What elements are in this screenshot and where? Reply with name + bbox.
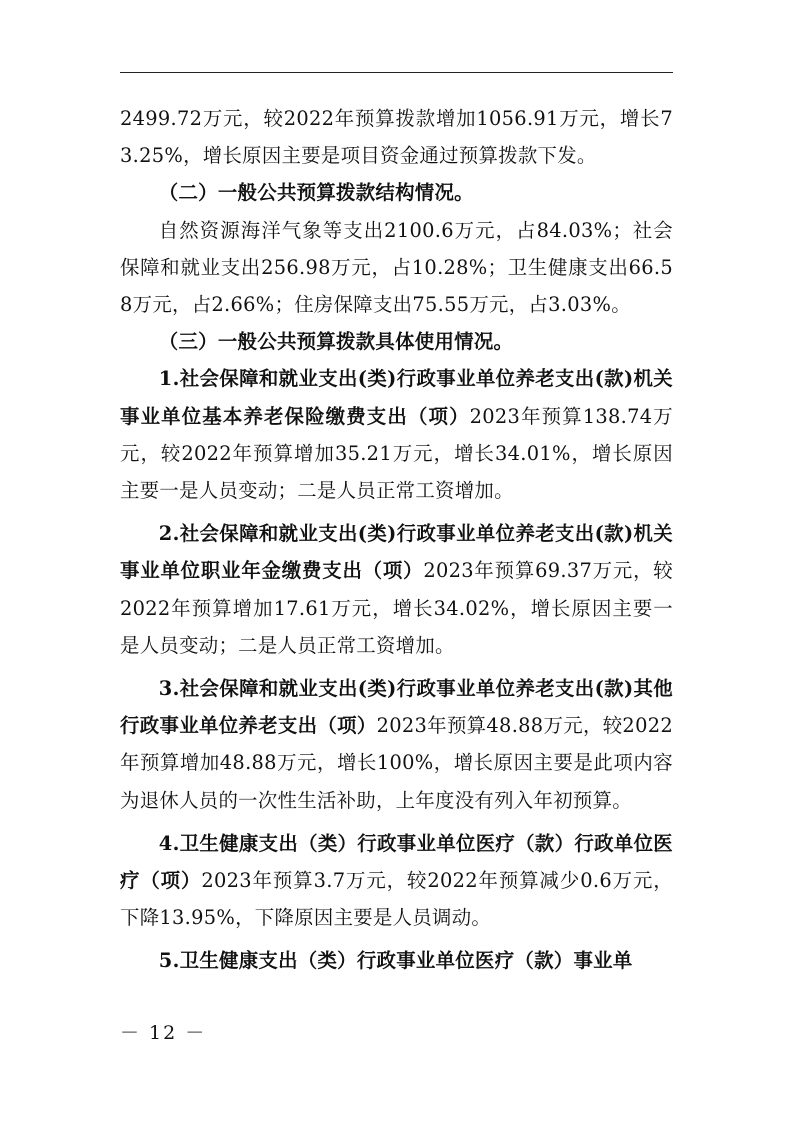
- usage-item-1: [120, 360, 673, 509]
- usage-item-2: [120, 515, 673, 664]
- usage-item-4: [120, 825, 673, 937]
- usage-item-text: 2023年预算48.88万元，较2022年预算增加48.88万元，增长100%，增长原因主要是此项内容为退休人员的一次性生活补助，上年度没有列入年初预算。: [120, 714, 673, 812]
- section-heading-structure: （二）一般公共预算拨款结构情况。: [158, 181, 474, 205]
- header-rule: [120, 72, 673, 73]
- usage-item-text: 2023年预算3.7万元，较2022年预算减少0.6万元，下降13.95%，下降原因主要是人员调动。: [120, 869, 674, 930]
- section-heading-usage: （三）一般公共预算拨款具体使用情况。: [158, 330, 514, 354]
- paragraph-structure: 自然资源海洋气象等支出2100.6万元，占84.03%；社会保障和就业支出256.98万元，占10.28%；卫生健康支出66.58万元，占2.66%；住房保障支出75.55万元，占3.03%。: [120, 218, 673, 317]
- paragraph-appropriation-increase: 2499.72万元，较2022年预算拨款增加1056.91万元，增长73.25%，增长原因主要是项目资金通过预算拨款下发。: [120, 107, 673, 168]
- usage-item-heading: 5.卫生健康支出（类）行政事业单位医疗（款）事业单: [158, 949, 633, 973]
- usage-item-heading: 1.社会保障和就业支出(类)行政事业单位养老支出(款)机关事业单位基本养老保险缴费支出（项）: [120, 367, 673, 428]
- usage-item-heading: 2.社会保障和就业支出(类)行政事业单位养老支出(款)机关事业单位职业年金缴费支出（项）: [120, 522, 673, 583]
- usage-item-5: [120, 942, 673, 979]
- usage-item-text: 2023年预算138.74万元，较2022年预算增加35.21万元，增长34.01%，增长原因主要一是人员变动；二是人员正常工资增加。: [120, 404, 673, 503]
- document-body: [120, 100, 673, 980]
- usage-item-heading: 3.社会保障和就业支出(类)行政事业单位养老支出(款)其他行政事业单位养老支出（项）: [120, 677, 673, 738]
- usage-item-3: [120, 670, 673, 819]
- page-number: － 12 －: [120, 1022, 207, 1044]
- usage-item-heading: 4.卫生健康支出（类）行政事业单位医疗（款）行政单位医疗（项）: [120, 831, 673, 893]
- usage-item-text: 2023年预算69.37万元，较2022年预算增加17.61万元，增长34.02%，增长原因主要一是人员变动；二是人员正常工资增加。: [120, 559, 673, 657]
